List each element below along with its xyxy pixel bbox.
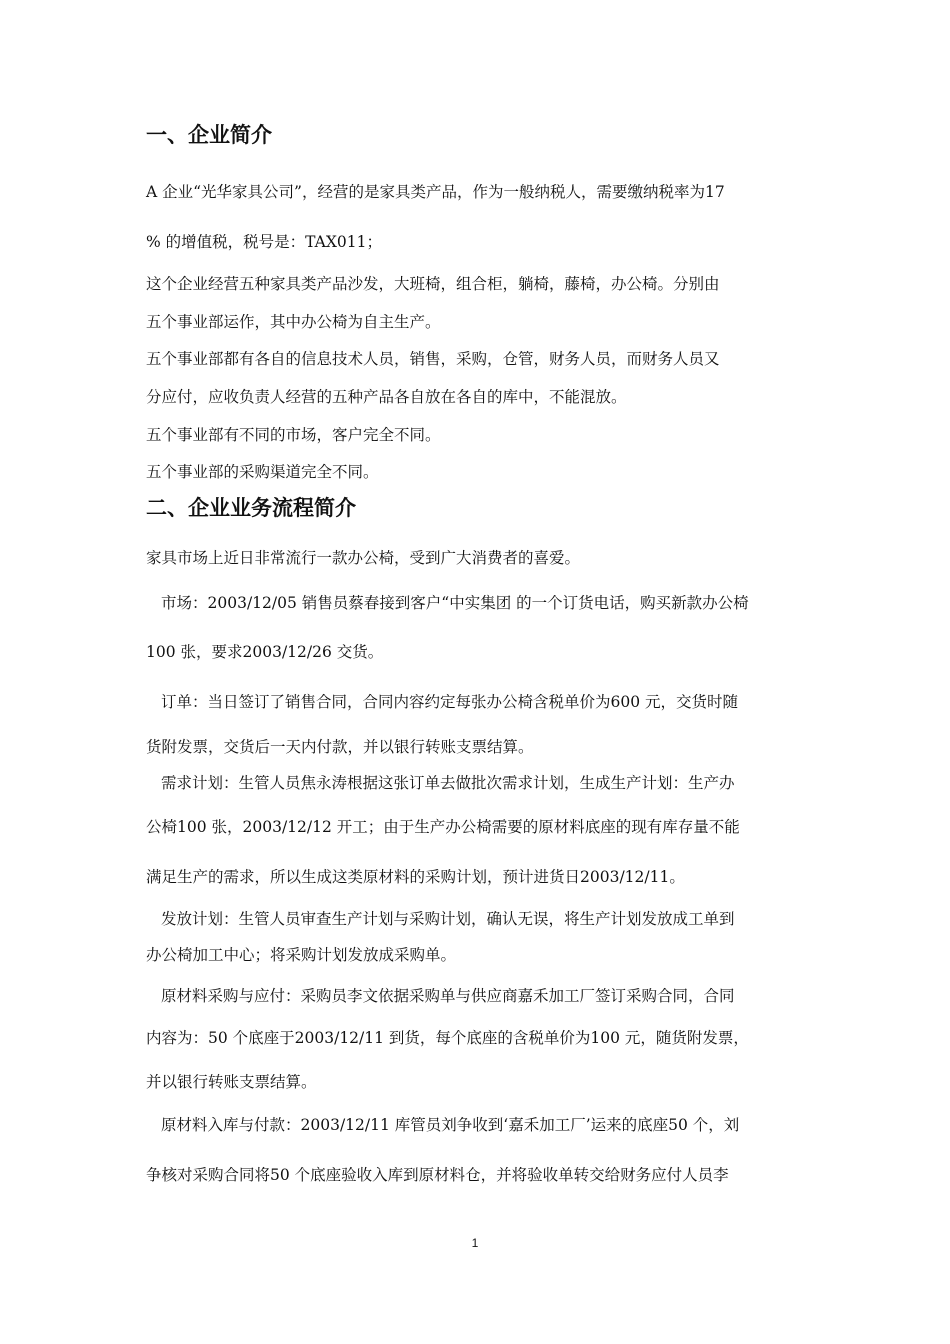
- paragraph-line: 发放计划：生管人员审查生产计划与采购计划，确认无误，将生产计划发放成工单到: [161, 910, 735, 928]
- paragraph-line: 订单：当日签订了销售合同，合同内容约定每张办公椅含税单价为600 元，交货时随: [161, 693, 739, 711]
- paragraph-line: 争核对采购合同将50 个底座验收入库到原材料仓，并将验收单转交给财务应付人员李: [146, 1166, 729, 1184]
- paragraph-line: 五个事业部运作，其中办公椅为自主生产。: [146, 313, 441, 331]
- page-number: 1: [471, 1236, 479, 1250]
- paragraph-line: 市场：2003/12/05 销售员蔡春接到客户“中实集团 的一个订货电话，购买新款办公椅: [161, 594, 749, 612]
- paragraph-line: 家具市场上近日非常流行一款办公椅，受到广大消费者的喜爱。: [146, 549, 581, 567]
- paragraph-line: 公椅100 张，2003/12/12 开工；由于生产办公椅需要的原材料底座的现有库存量不能: [146, 818, 740, 836]
- paragraph-line: 分应付，应收负责人经营的五种产品各自放在各自的库中，不能混放。: [146, 388, 627, 406]
- paragraph-line: 内容为：50 个底座于2003/12/11 到货，每个底座的含税单价为100 元，随货附发票，: [146, 1029, 749, 1047]
- paragraph-line: 这个企业经营五种家具类产品沙发，大班椅，组合柜，躺椅，藤椅，办公椅。分别由: [146, 275, 720, 293]
- paragraph-line: 满足生产的需求，所以生成这类原材料的采购计划，预计进货日2003/12/11。: [146, 868, 685, 886]
- section-heading-intro: 一、企业简介: [146, 123, 272, 147]
- paragraph-line: 五个事业部的采购渠道完全不同。: [146, 463, 379, 481]
- paragraph-line: 并以银行转账支票结算。: [146, 1073, 317, 1091]
- paragraph-line: 货附发票，交货后一天内付款，并以银行转账支票结算。: [146, 738, 534, 756]
- paragraph-line: % 的增值税，税号是：TAX011；: [146, 233, 382, 251]
- paragraph-line: 100 张，要求2003/12/26 交货。: [146, 643, 384, 661]
- paragraph-line: 需求计划：生管人员焦永涛根据这张订单去做批次需求计划，生成生产计划：生产办: [161, 774, 735, 792]
- paragraph-line: 五个事业部有不同的市场，客户完全不同。: [146, 426, 441, 444]
- section-heading-process: 二、企业业务流程简介: [146, 496, 356, 520]
- paragraph-line: A 企业“光华家具公司”，经营的是家具类产品，作为一般纳税人，需要缴纳税率为17: [146, 183, 725, 201]
- paragraph-line: 原材料采购与应付：采购员李文依据采购单与供应商嘉禾加工厂签订采购合同，合同: [161, 987, 735, 1005]
- paragraph-line: 五个事业部都有各自的信息技术人员，销售，采购，仓管，财务人员，而财务人员又: [146, 350, 720, 368]
- paragraph-line: 办公椅加工中心；将采购计划发放成采购单。: [146, 946, 457, 964]
- paragraph-line: 原材料入库与付款：2003/12/11 库管员刘争收到‘嘉禾加工厂’运来的底座50 个，刘: [161, 1116, 740, 1134]
